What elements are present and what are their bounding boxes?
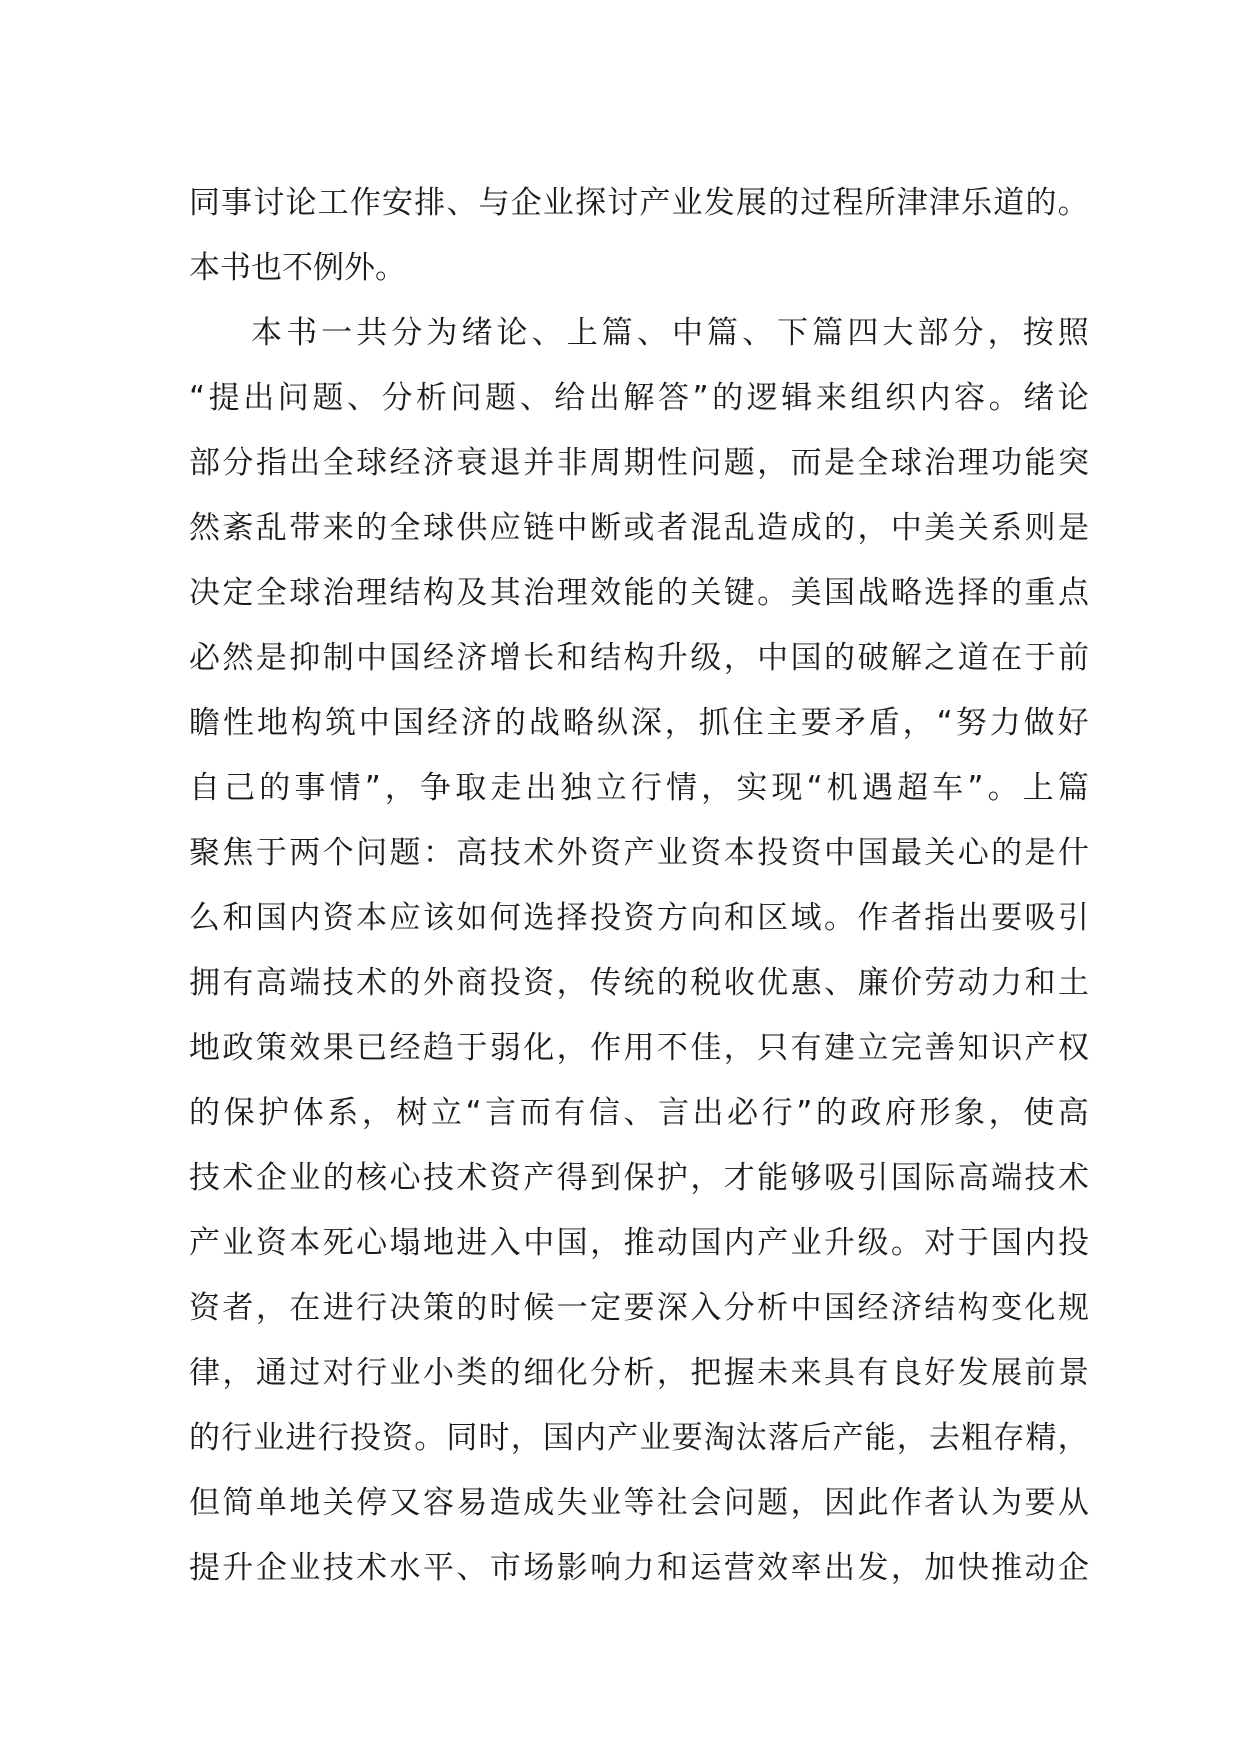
text-line: 自 己 的 事 情 ” ， 争 取 走 出 独 立 行 情 ， 实 现 “ 机 遇 超 车 ” 。 上 篇 [189,770,1089,806]
text-line: 但 简 单 地 关 停 又 容 易 造 成 失 业 等 社 会 问 题 ， 因 此 作 者 认 为 要 从 [189,1485,1089,1521]
text-line: 地 政 策 效 果 已 经 趋 于 弱 化 ， 作 用 不 佳 ， 只 有 建 立 完 善 知 识 产 权 [189,1030,1089,1066]
text-line: 技 术 企 业 的 核 心 技 术 资 产 得 到 保 护 ， 才 能 够 吸 引 国 际 高 端 技 术 [189,1160,1089,1196]
text-line: 的 保 护 体 系 ， 树 立 “ 言 而 有 信 、 言 出 必 行 ” 的 政 府 形 象 ， 使 高 [189,1095,1089,1131]
text-line: 同 事 讨 论 工 作 安 排 、 与 企 业 探 讨 产 业 发 展 的 过 程 所 津 津 乐 道 的 。 [189,185,1089,221]
text-line: 么 和 国 内 资 本 应 该 如 何 选 择 投 资 方 向 和 区 域 。 作 者 指 出 要 吸 引 [189,900,1089,936]
text-line: 然 紊 乱 带 来 的 全 球 供 应 链 中 断 或 者 混 乱 造 成 的 ， 中 美 关 系 则 是 [189,510,1089,546]
text-line: “ 提 出 问 题 、 分 析 问 题 、 给 出 解 答 ” 的 逻 辑 来 组 织 内 容 。 绪 论 [189,380,1089,416]
text-line: 决 定 全 球 治 理 结 构 及 其 治 理 效 能 的 关 键 。 美 国 战 略 选 择 的 重 点 [189,575,1089,611]
body-text [189,171,1089,1601]
text-line: 的 行 业 进 行 投 资 。 同 时 ， 国 内 产 业 要 淘 汰 落 后 产 能 ， 去 粗 存 精 ， [189,1420,1089,1456]
text-line: 聚 焦 于 两 个 问 题 ： 高 技 术 外 资 产 业 资 本 投 资 中 国 最 关 心 的 是 什 [189,835,1089,871]
text-line: 本 书 一 共 分 为 绪 论 、 上 篇 、 中 篇 、 下 篇 四 大 部 分 ， 按 照 [251,315,1089,351]
text-line: 资 者 ， 在 进 行 决 策 的 时 候 一 定 要 深 入 分 析 中 国 经 济 结 构 变 化 规 [189,1290,1089,1326]
text-line: 必 然 是 抑 制 中 国 经 济 增 长 和 结 构 升 级 ， 中 国 的 破 解 之 道 在 于 前 [189,640,1089,676]
text-line: 律 ， 通 过 对 行 业 小 类 的 细 化 分 析 ， 把 握 未 来 具 有 良 好 发 展 前 景 [189,1355,1089,1391]
text-line: 提 升 企 业 技 术 水 平 、 市 场 影 响 力 和 运 营 效 率 出 发 ， 加 快 推 动 企 [189,1550,1089,1586]
text-line: 部 分 指 出 全 球 经 济 衰 退 并 非 周 期 性 问 题 ， 而 是 全 球 治 理 功 能 突 [189,445,1089,481]
text-line: 拥 有 高 端 技 术 的 外 商 投 资 ， 传 统 的 税 收 优 惠 、 廉 价 劳 动 力 和 土 [189,965,1089,1001]
text-line: 产 业 资 本 死 心 塌 地 进 入 中 国 ， 推 动 国 内 产 业 升 级 。 对 于 国 内 投 [189,1225,1089,1261]
text-line: 本书也不例外。 [189,250,406,286]
text-line: 瞻 性 地 构 筑 中 国 经 济 的 战 略 纵 深 ， 抓 住 主 要 矛 盾 ， “ 努 力 做 好 [189,705,1089,741]
